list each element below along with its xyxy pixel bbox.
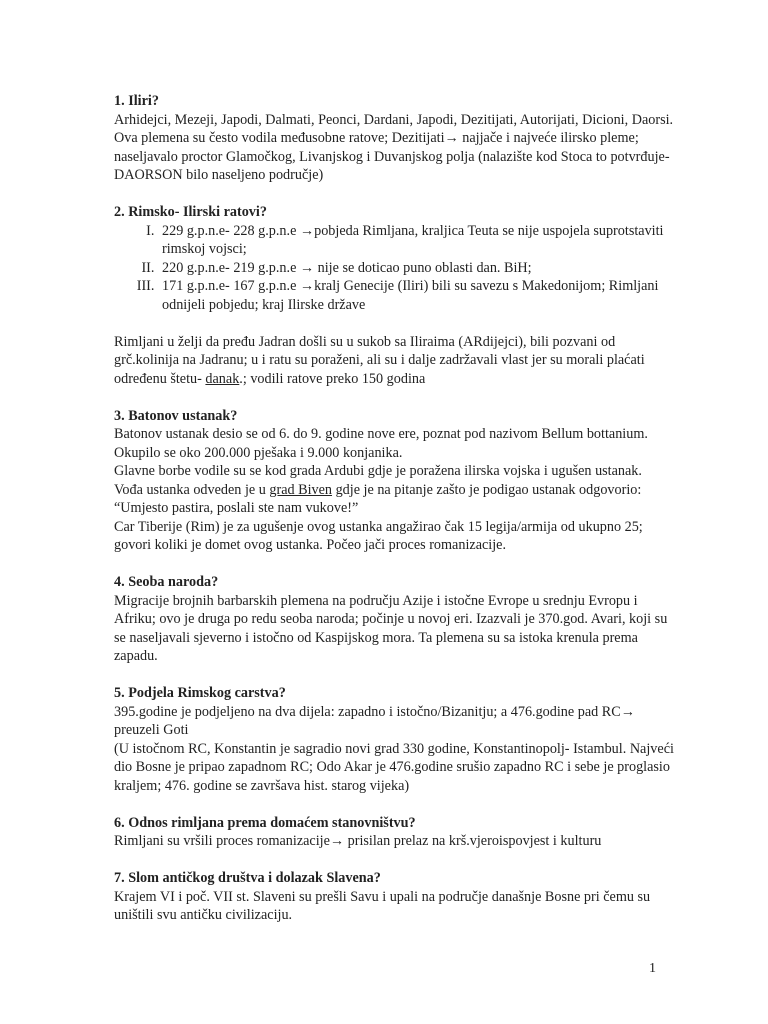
list-item: II. 220 g.p.n.e- 219 g.p.n.e → nije se doticao puno oblasti dan. BiH;: [158, 259, 674, 278]
text-run: .; vodili ratove preko 150 godina: [239, 370, 426, 387]
section-slom-antickog-drustva: [114, 869, 674, 925]
text-run: gdje je na pitanje zašto je podigao ustanak odgovorio: “Umjesto pastira, poslali ste nam vukove!”: [114, 481, 642, 516]
list-item: I. 229 g.p.n.e- 228 g.p.n.e →pobjeda Rimljana, kraljica Teuta se nije uspojela suprotstaviti rimskoj vojsci;: [158, 222, 674, 259]
paragraph: [114, 462, 674, 518]
paragraph: Ova plemena su često vodila međusobne ratove; Dezitijati→ najjače i najveće ilirsko pleme; naseljavalo proctor Glamočkog, Livanjskog i Duvanjskog polja (nalazište kod Stoca to potvrđuje- DAORSON bilo naseljeno područje): [114, 130, 670, 183]
section-heading: 2. Rimsko- Ilirski ratovi?: [114, 204, 267, 220]
section-heading: 7. Slom antičkog društva i dolazak Slavena?: [114, 870, 381, 886]
section-heading: 1. Iliri?: [114, 93, 159, 109]
paragraph: Batonov ustanak desio se od 6. do 9. godine nove ere, poznat pod nazivom Bellum bottanium. Okupilo se oko 200.000 pješaka i 9.000 konjanika.: [114, 426, 648, 461]
paragraph: 395.godine je podjeljeno na dva dijela: zapadno i istočno/Bizanitju; a 476.godine pad RC→ preuzeli Goti: [114, 703, 635, 738]
paragraph: Arhidejci, Mezeji, Japodi, Dalmati, Peonci, Dardani, Japodi, Dezitijati, Autorijati, Dicioni, Daorsi.: [114, 111, 674, 128]
underlined-term: danak: [205, 370, 240, 387]
page-number: 1: [649, 961, 656, 976]
text-run: Glavne borbe vodile su se kod grada Ardubi gdje je poražena ilirska vojska i ugušen ustanak. Vođa ustanka odveden je u: [114, 463, 642, 498]
underlined-term: grad Biven: [269, 481, 333, 498]
list-item: III. 171 g.p.n.e- 167 g.p.n.e →kralj Genecije (Iliri) bili su savezu s Makedonijom; Rimljani odnijeli pobjedu; kraj Ilirske države: [158, 277, 674, 314]
section-odnos-rimljana: [114, 814, 674, 851]
section-heading: 4. Seoba naroda?: [114, 574, 219, 590]
text-run: Rimljani u želji da pređu Jadran došli su u sukob sa Iliraima (ARdijejci), bili pozvani od grč.kolinija na Jadranu; u i ratu su poraženi, ali su i dalje zadržavali vlast jer su morali plaćati određenu štetu-: [114, 333, 645, 387]
paragraph: Krajem VI i poč. VII st. Slaveni su prešli Savu i upali na područje današnje Bosne pri čemu su uništili svu antičku civilizaciju.: [114, 888, 651, 923]
paragraph: Rimljani su vršili proces romanizacije→ prisilan prelaz na krš.vjeroispovjest i kulturu: [114, 833, 602, 849]
section-rimsko-ilirski-ratovi: [114, 203, 674, 388]
section-batonov-ustanak: [114, 407, 674, 555]
section-heading: 3. Batonov ustanak?: [114, 407, 238, 424]
section-iliri: [114, 92, 674, 185]
section-heading: 6. Odnos rimljana prema domaćem stanovništvu?: [114, 814, 416, 831]
document-body: [114, 92, 674, 943]
paragraph: Migracije brojnih barbarskih plemena na području Azije i istočne Evrope u srednju Evropu i Afriku; ovo je druga po redu seoba naroda; počinje u novoj eri. Izazvali je 370.god. Avari, koji su se naseljavali sjeverno i istočno od Kaspijskog mora. Ta plemena su sa istoka krenula prema zapadu.: [114, 592, 668, 664]
section-heading: 5. Podjela Rimskog carstva?: [114, 685, 286, 701]
section-podjela-rimskog-carstva: [114, 684, 674, 795]
paragraph: Car Tiberije (Rim) je za ugušenje ovog ustanka angažirao čak 15 legija/armija od ukupno 25; govori koliki je domet ovog ustanka. Počeo jači proces romanizacije.: [114, 518, 643, 553]
wars-list: [114, 222, 674, 315]
section-seoba-naroda: [114, 573, 674, 666]
paragraph: (U istočnom RC, Konstantin je sagradio novi grad 330 godine, Konstantinopolj- Istambul. Najveći dio Bosne je pripao zapadnom RC; Odo Akar je 476.godine srušio zapadno RC i sebe je proglasio kraljem; 476. godine se završava hist. starog vijeka): [114, 740, 674, 794]
paragraph: [114, 333, 674, 389]
